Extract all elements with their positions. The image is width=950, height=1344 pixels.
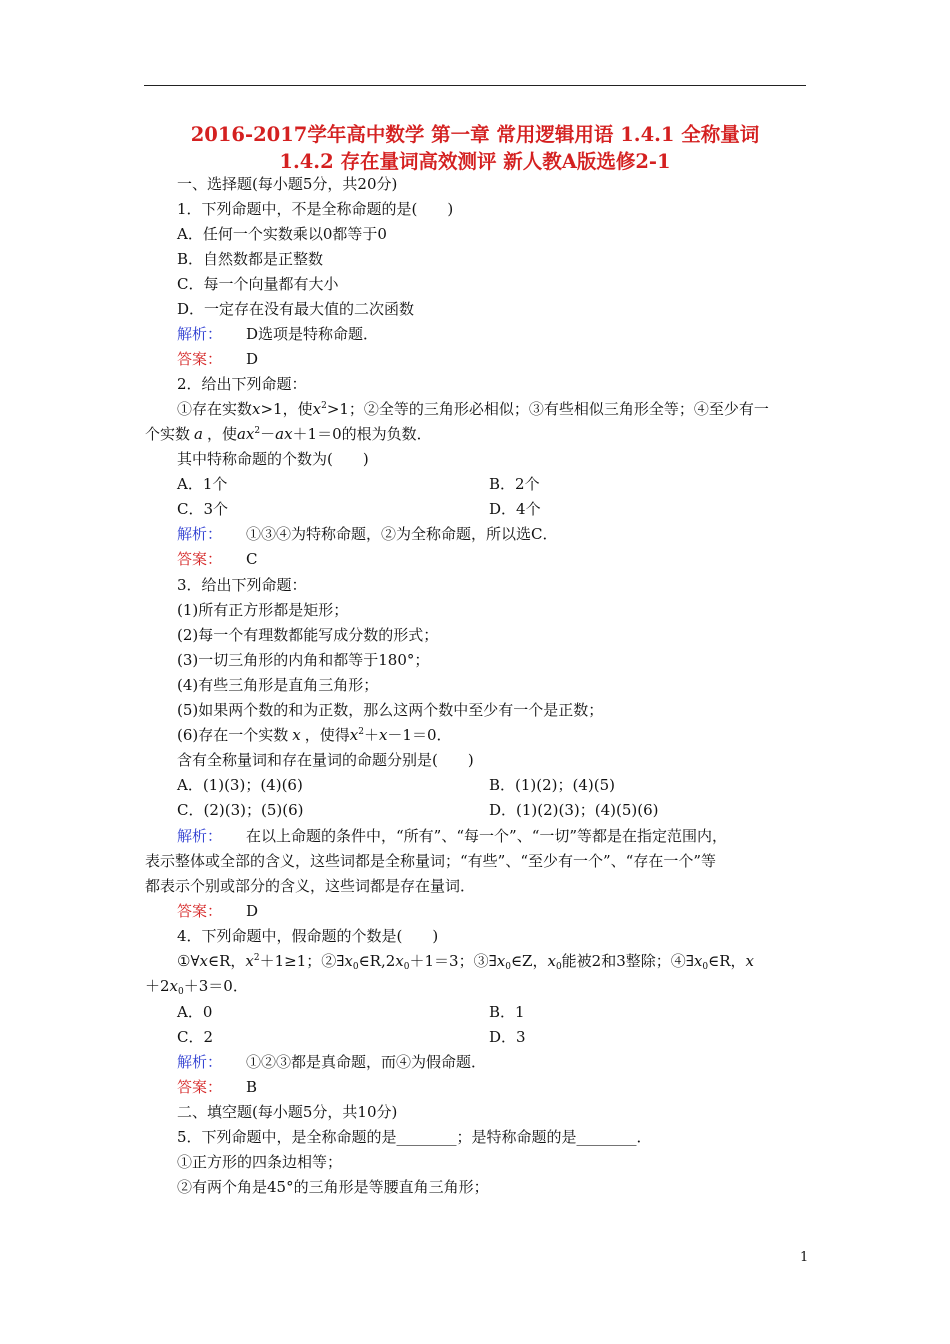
q4-propositions-line1: ①∀x∈R，$x^2+1\ge 1$；$②\exists x_0\in R,2x_0+1=3$；$③\exists x_0\in Z$，$x_0$能被2和3整除；$④\exists x_0\in R$，x bbox=[177, 952, 754, 972]
q2-stem: 2．给出下列命题： bbox=[177, 375, 307, 393]
q2-option-a: A．1个 bbox=[177, 475, 228, 493]
q2-answer bbox=[177, 549, 258, 569]
q2-analysis-text: ①③④为特称命题，②为全称命题，所以选C． bbox=[246, 525, 558, 543]
q5-item-1: ①正方形的四条边相等； bbox=[177, 1153, 343, 1171]
q2-analysis bbox=[177, 524, 558, 544]
q4-answer bbox=[177, 1077, 257, 1097]
section2-heading: 二、填空题(每小题5分，共10分) bbox=[177, 1103, 398, 1121]
q4-answer-value: B bbox=[246, 1078, 258, 1096]
q5-item-2: ②有两个角是45°的三角形是等腰直角三角形； bbox=[177, 1178, 489, 1196]
q3-answer bbox=[177, 901, 258, 921]
q3-option-c: C．(2)(3)；(5)(6) bbox=[177, 801, 304, 819]
q4-propositions-line2: $+2x_0+3=0$． bbox=[145, 977, 248, 997]
q2-option-d: D．4个 bbox=[489, 500, 541, 518]
q3-stem: 3．给出下列命题： bbox=[177, 576, 307, 594]
q3-item-3: (3)一切三角形的内角和都等于180°； bbox=[177, 651, 430, 669]
q3-question: 含有全称量词和存在量词的命题分别是( ) bbox=[177, 751, 474, 769]
q1-stem: 1．下列命题中，不是全称命题的是( ) bbox=[177, 200, 454, 218]
analysis-label: 解析： bbox=[177, 827, 223, 845]
q1-option-b: B．自然数都是正整数 bbox=[177, 250, 324, 268]
q4-option-d: D．3 bbox=[489, 1028, 526, 1046]
section1-heading: 一、选择题(每小题5分，共20分) bbox=[177, 175, 398, 193]
answer-label: 答案： bbox=[177, 350, 223, 368]
q1-answer-value: D bbox=[246, 350, 259, 368]
q1-analysis-text: D选项是特称命题． bbox=[246, 325, 379, 343]
q4-option-a: A．0 bbox=[177, 1003, 213, 1021]
answer-label: 答案： bbox=[177, 902, 223, 920]
q4-option-b: B．1 bbox=[489, 1003, 525, 1021]
q3-analysis-text-2: 表示整体或全部的含义，这些词都是全称量词；“有些”、“至少有一个”、“存在一个”等 bbox=[145, 852, 717, 870]
q3-option-a: A．(1)(3)；(4)(6) bbox=[177, 776, 303, 794]
q1-option-a: A．任何一个实数乘以0都等于0 bbox=[177, 225, 387, 243]
q3-analysis bbox=[177, 826, 727, 846]
q4-option-c: C．2 bbox=[177, 1028, 214, 1046]
analysis-label: 解析： bbox=[177, 325, 223, 343]
q2-propositions-line1: ①存在实数x>1，使$x^2>1$；②全等的三角形必相似；③有些相似三角形全等；④至少有一 bbox=[177, 400, 769, 418]
q3-item-6: (6)存在一个实数 x ，使得$x^2+x-1=0$． bbox=[177, 726, 452, 744]
q1-option-d: D．一定存在没有最大值的二次函数 bbox=[177, 300, 415, 318]
q3-item-1: (1)所有正方形都是矩形； bbox=[177, 601, 349, 619]
page-number: 1 bbox=[800, 1250, 809, 1265]
q2-option-b: B．2个 bbox=[489, 475, 540, 493]
q3-answer-value: D bbox=[246, 902, 259, 920]
q4-analysis bbox=[177, 1052, 486, 1072]
q1-analysis bbox=[177, 324, 378, 344]
doc-title-line1: 2016-2017学年高中数学 第一章 常用逻辑用语 1.4.1 全称量词 bbox=[190, 123, 760, 146]
q1-option-c: C．每一个向量都有大小 bbox=[177, 275, 339, 293]
q3-option-b: B．(1)(2)；(4)(5) bbox=[489, 776, 616, 794]
q5-stem: 5．下列命题中，是全称命题的是________；是特称命题的是________． bbox=[177, 1128, 652, 1146]
q4-analysis-text: ①②③都是真命题，而④为假命题． bbox=[246, 1053, 487, 1071]
q2-propositions-line2: 个实数 a ，使$ax^2-ax+1=0$的根为负数． bbox=[145, 425, 432, 443]
q3-item-4: (4)有些三角形是直角三角形； bbox=[177, 676, 379, 694]
answer-label: 答案： bbox=[177, 550, 223, 568]
q3-analysis-text-1: 在以上命题的条件中，“所有”、“每一个”、“一切”等都是在指定范围内， bbox=[246, 827, 728, 845]
q3-item-2: (2)每一个有理数都能写成分数的形式； bbox=[177, 626, 439, 644]
header-rule bbox=[144, 85, 806, 86]
q2-question: 其中特称命题的个数为( ) bbox=[177, 450, 369, 468]
q3-item-5: (5)如果两个数的和为正数，那么这两个数中至少有一个是正数； bbox=[177, 701, 604, 719]
q2-option-c: C．3个 bbox=[177, 500, 229, 518]
q3-analysis-text-3: 都表示个别或部分的含义，这些词都是存在量词． bbox=[145, 877, 476, 895]
answer-label: 答案： bbox=[177, 1078, 223, 1096]
q2-answer-value: C bbox=[246, 550, 258, 568]
analysis-label: 解析： bbox=[177, 1053, 223, 1071]
q4-stem: 4．下列命题中，假命题的个数是( ) bbox=[177, 927, 439, 945]
doc-title-line2: 1.4.2 存在量词高效测评 新人教A版选修2-1 bbox=[279, 150, 671, 173]
analysis-label: 解析： bbox=[177, 525, 223, 543]
q3-option-d: D．(1)(2)(3)；(4)(5)(6) bbox=[489, 801, 659, 819]
q1-answer bbox=[177, 349, 258, 369]
